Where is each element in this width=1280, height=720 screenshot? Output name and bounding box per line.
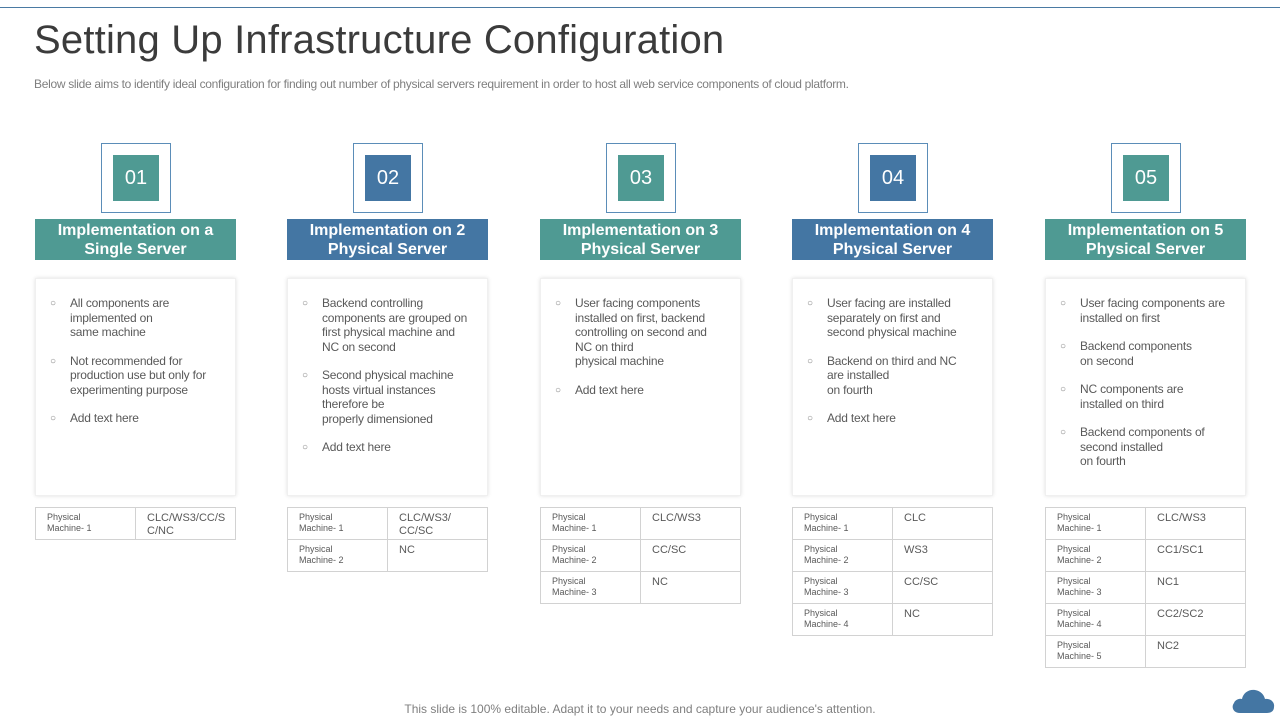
bullet-text: All components are implemented on same machine xyxy=(70,296,170,339)
step-number: 05 xyxy=(1123,155,1169,201)
bullet-text: Add text here xyxy=(827,411,896,425)
bullet-item xyxy=(807,296,982,340)
machine-label: Physical Machine- 3 xyxy=(793,572,893,604)
bullet-text: Backend components on second xyxy=(1080,339,1192,368)
table-row xyxy=(793,572,993,604)
circle-bullet-icon: ○ xyxy=(50,413,56,424)
bullet-item xyxy=(555,383,730,398)
machine-label: Physical Machine- 3 xyxy=(541,572,641,604)
table-row xyxy=(36,508,236,540)
table-row xyxy=(288,508,488,540)
table-row xyxy=(541,572,741,604)
machine-label: Physical Machine- 2 xyxy=(541,540,641,572)
table-row xyxy=(793,540,993,572)
step-number-box xyxy=(353,143,423,213)
table-row xyxy=(541,540,741,572)
bullet-text: Backend components of second installed on fourth xyxy=(1080,425,1205,468)
table-row xyxy=(541,508,741,540)
machine-table xyxy=(1045,507,1246,668)
machine-table xyxy=(35,507,236,540)
component-value: CLC/WS3/ CC/SC xyxy=(388,508,488,540)
component-value: CC/SC xyxy=(641,540,741,572)
bullet-list xyxy=(1060,296,1235,469)
step-number-box xyxy=(101,143,171,213)
table-row xyxy=(1046,604,1246,636)
step-number: 04 xyxy=(870,155,916,201)
circle-bullet-icon: ○ xyxy=(807,413,813,424)
component-value: NC xyxy=(893,604,993,636)
bullet-text: Backend on third and NC are installed on fourth xyxy=(827,353,957,397)
component-value: NC xyxy=(641,572,741,604)
step-number: 03 xyxy=(618,155,664,201)
component-value: CC1/SC1 xyxy=(1146,540,1246,572)
table-row xyxy=(1046,636,1246,668)
bullet-item xyxy=(807,354,982,398)
circle-bullet-icon: ○ xyxy=(1060,384,1066,395)
cloud-icon xyxy=(1230,687,1276,715)
step-number: 01 xyxy=(113,155,159,201)
component-value: NC2 xyxy=(1146,636,1246,668)
bullet-text: Add text here xyxy=(70,411,139,425)
component-value: CC/SC xyxy=(893,572,993,604)
top-rule xyxy=(0,7,1280,8)
machine-label: Physical Machine- 2 xyxy=(1046,540,1146,572)
column-heading: Implementation on 4 Physical Server xyxy=(792,219,993,260)
component-value: NC1 xyxy=(1146,572,1246,604)
machine-label: Physical Machine- 4 xyxy=(793,604,893,636)
page-subtitle: Below slide aims to identify ideal configuration for finding out number of physical servers requirement in order to host all web service components of cloud platform. xyxy=(34,77,849,91)
machine-label: Physical Machine- 2 xyxy=(793,540,893,572)
circle-bullet-icon: ○ xyxy=(1060,298,1066,309)
bullet-item xyxy=(302,440,477,455)
component-value: WS3 xyxy=(893,540,993,572)
bullet-text: User facing components are installed on first xyxy=(1080,296,1225,325)
bullet-item xyxy=(1060,339,1235,368)
component-value: NC xyxy=(388,540,488,572)
description-card xyxy=(35,278,236,496)
bullet-item xyxy=(807,411,982,426)
bullet-text: User facing components installed on first, backend controlling on second and NC on third physical machine xyxy=(575,296,707,368)
machine-label: Physical Machine- 1 xyxy=(36,508,136,540)
bullet-item xyxy=(302,368,477,426)
step-number: 02 xyxy=(365,155,411,201)
bullet-item xyxy=(302,296,477,354)
bullet-item xyxy=(1060,296,1235,325)
machine-label: Physical Machine- 1 xyxy=(541,508,641,540)
machine-label: Physical Machine- 2 xyxy=(288,540,388,572)
bullet-text: User facing are installed separately on first and second physical machine xyxy=(827,296,957,339)
footer-note: This slide is 100% editable. Adapt it to your needs and capture your audience's attention. xyxy=(404,702,876,716)
table-row xyxy=(1046,572,1246,604)
bullet-item xyxy=(50,354,225,398)
step-number-box xyxy=(606,143,676,213)
circle-bullet-icon: ○ xyxy=(555,384,561,396)
description-card xyxy=(540,278,741,496)
machine-label: Physical Machine- 4 xyxy=(1046,604,1146,636)
bullet-text: NC components are installed on third xyxy=(1080,382,1184,411)
bullet-item xyxy=(1060,382,1235,411)
circle-bullet-icon: ○ xyxy=(302,442,308,453)
bullet-list xyxy=(302,296,477,455)
machine-label: Physical Machine- 1 xyxy=(1046,508,1146,540)
bullet-text: Second physical machine hosts virtual instances therefore be properly dimensioned xyxy=(322,368,454,426)
description-card xyxy=(792,278,993,496)
component-value: CLC/WS3 xyxy=(641,508,741,540)
machine-table xyxy=(792,507,993,636)
component-value: CLC/WS3 xyxy=(1146,508,1246,540)
table-row xyxy=(1046,540,1246,572)
circle-bullet-icon: ○ xyxy=(555,298,561,309)
component-value: CLC xyxy=(893,508,993,540)
column-heading: Implementation on a Single Server xyxy=(35,219,236,260)
column-heading: Implementation on 2 Physical Server xyxy=(287,219,488,260)
bullet-text: Not recommended for production use but only for experimenting purpose xyxy=(70,353,207,397)
column-heading: Implementation on 5 Physical Server xyxy=(1045,219,1246,260)
circle-bullet-icon: ○ xyxy=(807,298,813,309)
machine-label: Physical Machine- 5 xyxy=(1046,636,1146,668)
circle-bullet-icon: ○ xyxy=(807,355,813,367)
machine-label: Physical Machine- 1 xyxy=(793,508,893,540)
circle-bullet-icon: ○ xyxy=(302,298,308,309)
machine-label: Physical Machine- 3 xyxy=(1046,572,1146,604)
description-card xyxy=(287,278,488,496)
bullet-item xyxy=(50,296,225,340)
table-row xyxy=(1046,508,1246,540)
table-row xyxy=(288,540,488,572)
step-number-box xyxy=(1111,143,1181,213)
bullet-text: Backend controlling components are grouped on first physical machine and NC on second xyxy=(322,296,468,354)
bullet-list xyxy=(50,296,225,426)
component-value: CC2/SC2 xyxy=(1146,604,1246,636)
column-heading: Implementation on 3 Physical Server xyxy=(540,219,741,260)
machine-table xyxy=(540,507,741,604)
circle-bullet-icon: ○ xyxy=(1060,341,1066,352)
table-row xyxy=(793,604,993,636)
bullet-item xyxy=(1060,425,1235,469)
machine-table xyxy=(287,507,488,572)
component-value: CLC/WS3/CC/S C/NC xyxy=(136,508,236,540)
page-title: Setting Up Infrastructure Configuration xyxy=(34,18,725,62)
circle-bullet-icon: ○ xyxy=(302,370,308,381)
bullet-list xyxy=(807,296,982,426)
description-card xyxy=(1045,278,1246,496)
circle-bullet-icon: ○ xyxy=(1060,427,1066,438)
step-number-box xyxy=(858,143,928,213)
circle-bullet-icon: ○ xyxy=(50,298,56,309)
bullet-list xyxy=(555,296,730,397)
bullet-item xyxy=(555,296,730,369)
bullet-text: Add text here xyxy=(575,382,644,397)
circle-bullet-icon: ○ xyxy=(50,355,56,367)
bullet-text: Add text here xyxy=(322,440,391,454)
machine-label: Physical Machine- 1 xyxy=(288,508,388,540)
table-row xyxy=(793,508,993,540)
bullet-item xyxy=(50,411,225,426)
